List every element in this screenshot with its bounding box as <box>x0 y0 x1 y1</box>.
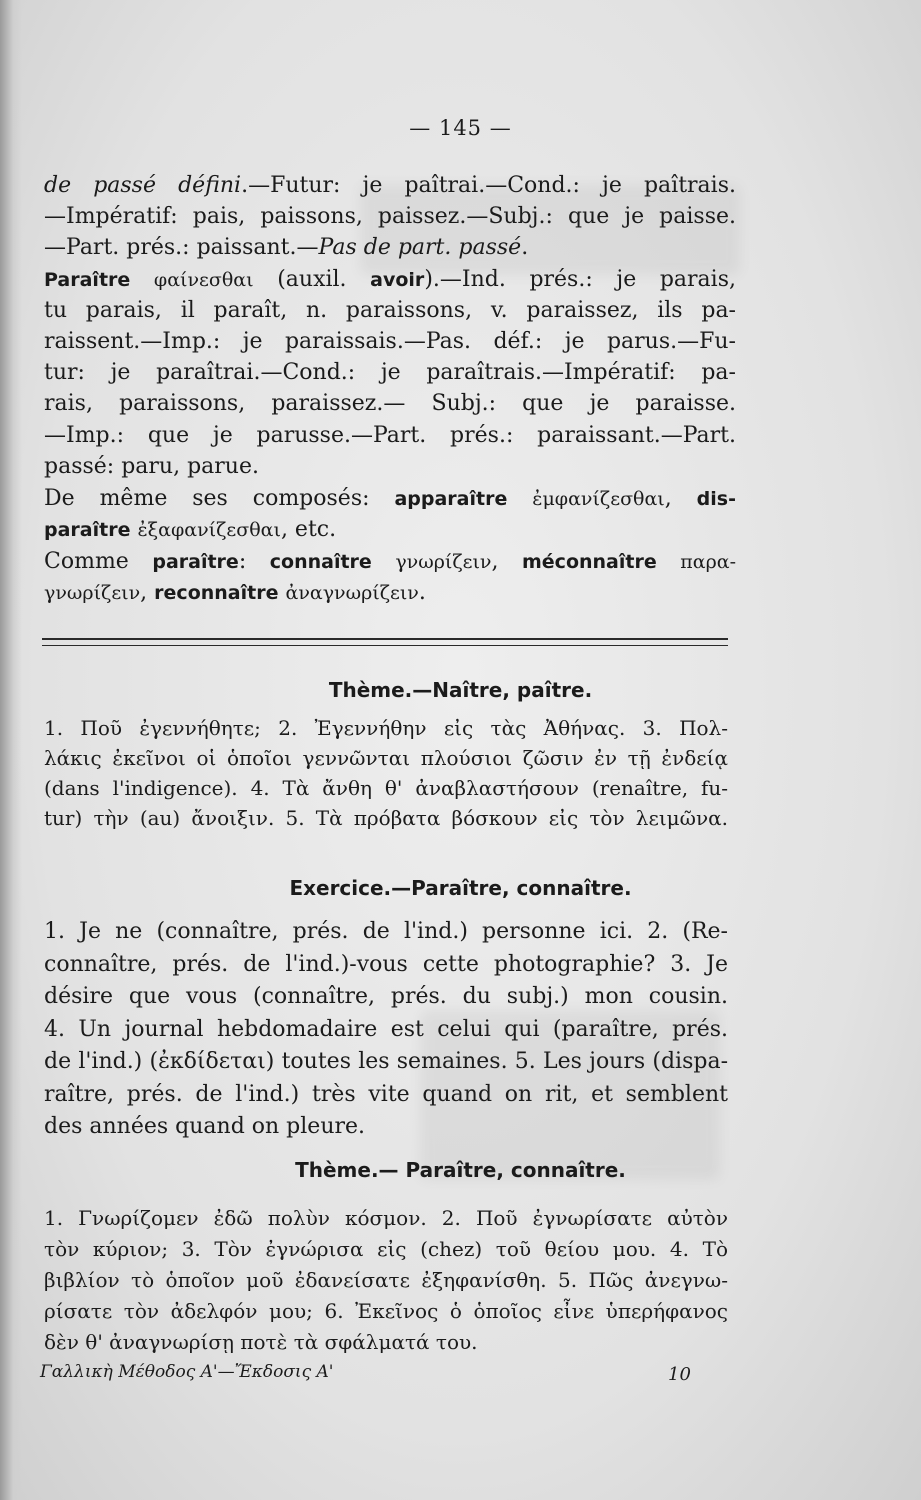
text-run: Comme <box>44 548 153 574</box>
greek-gloss: γνωρίζειν <box>395 550 492 573</box>
theme-heading-2: Thème.— Paraître, connaître. <box>295 1158 626 1182</box>
text-line: de l'ind.) (ἐκδίδεται) toutes les semaines. 5. Les jours (dispa- <box>44 1049 728 1074</box>
greek-gloss: παρα- <box>680 550 736 573</box>
greek-gloss: ἐμφανίζεσθαι <box>532 487 665 510</box>
theme-heading-1: Thème.—Naître, paître. <box>328 678 593 702</box>
page-number: — 145 — <box>409 116 512 140</box>
text-run: , <box>140 580 155 606</box>
text-run: (auxil. <box>253 266 371 292</box>
text-line: 4. Un journal hebdomadaire est celui qui (paraître, prés. <box>44 1016 728 1042</box>
text-line: λάκις ἐκεῖνοι οἱ ὁποῖοι γεννῶνται πλούσιοι ζῶσιν ἐν τῇ ἐνδείᾳ <box>44 746 728 770</box>
text-line: (dans l'indigence). 4. Τὰ ἄνθη θ' ἀναβλαστήσουν (renaître, fu- <box>44 776 728 800</box>
text-line: désire que vous (connaître, prés. du subj.) mon cousin. <box>44 984 728 1009</box>
text-line <box>44 579 736 607</box>
greek-gloss: φαίνεσθαι <box>153 268 254 291</box>
bold-term: paraître <box>44 518 131 541</box>
text-line: connaître, prés. de l'ind.)-vous cette photographie? 3. Je <box>44 951 728 977</box>
text-line <box>44 172 736 200</box>
text-run: ).—Ind. prés.: je parais, <box>424 266 736 292</box>
text-line: τὸν κύριον; 3. Τὸν ἐγνώρισα εἰς (chez) τοῦ θείου μου. 4. Τὸ <box>44 1237 728 1261</box>
greek-gloss: ἀναγνωρίζειν <box>285 582 419 605</box>
section-divider <box>42 638 728 646</box>
bold-term: Paraître <box>44 268 131 291</box>
text-run: passé: paru, parue. <box>44 453 259 479</box>
bold-term: connaître <box>269 550 372 573</box>
text-run: .—Futur: je paîtrai.—Cond.: je paîtrais. <box>241 173 736 198</box>
text-run: , <box>664 485 697 511</box>
text-line <box>44 203 736 231</box>
text-line: tur) τὴν (au) ἄνοιξιν. 5. Τὰ πρόβατα βόσκουν εἰς τὸν λειμῶνα. <box>44 806 728 830</box>
exercise-heading: Exercice.—Paraître, connaître. <box>289 876 632 900</box>
page-spine-shadow <box>0 0 22 1500</box>
text-line <box>44 390 736 418</box>
text-line: 1. Γνωρίζομεν ἐδῶ πολὺν κόσμον. 2. Ποῦ ἐγνωρίσατε αὐτὸν <box>44 1206 728 1230</box>
text-run: , etc. <box>280 516 337 542</box>
text-line: 1. Je ne (connaître, prés. de l'ind.) personne ici. 2. (Re- <box>44 919 728 944</box>
text-run: De même ses composés: <box>44 485 395 511</box>
text-run: . <box>521 235 529 261</box>
italic-text: Pas de part. passé <box>318 235 522 261</box>
text-run: —Part. prés.: paissant.— <box>44 235 319 261</box>
text-run: —Imp.: que je parusse.—Part. prés.: paraissant.—Part. <box>44 422 736 448</box>
theme-paragraph-2 <box>44 1204 744 1359</box>
text-line: des années quand on pleure. <box>44 1114 366 1139</box>
text-run <box>507 486 532 511</box>
text-run: rais, paraissons, paraissez.— Subj.: que je paraisse. <box>44 391 736 417</box>
conjugation-paragraph <box>44 172 744 610</box>
text-line <box>44 516 736 544</box>
text-line: raître, prés. de l'ind.) très vite quand on rit, et semblent <box>44 1081 728 1107</box>
footer-signature-number: 10 <box>668 1364 691 1385</box>
bold-term: apparaître <box>394 487 508 510</box>
text-run: raissent.—Imp.: je paraissais.—Pas. déf.: je parus.—Fu- <box>44 328 736 354</box>
bold-term: avoir <box>370 268 425 291</box>
text-line <box>44 266 736 294</box>
text-run <box>657 549 681 574</box>
greek-gloss: ἐξαφανίζεσθαι <box>137 518 281 541</box>
italic-text: de passé défini <box>44 173 242 198</box>
text-line <box>44 328 736 356</box>
text-run <box>372 549 396 574</box>
text-run: , <box>491 548 522 574</box>
text-line <box>44 453 736 481</box>
text-line <box>44 359 736 387</box>
text-line: βιβλίον τὸ ὁποῖον μοῦ ἐδανείσατε ἐξηφανίσθη. 5. Πῶς ἀνεγνω- <box>44 1268 728 1292</box>
text-line <box>44 234 736 262</box>
text-run: tur: je paraîtrai.—Cond.: je paraîtrais.—Impératif: pa- <box>44 360 736 386</box>
theme-paragraph-1 <box>44 714 744 834</box>
text-line <box>44 548 736 576</box>
text-line: 1. Ποῦ ἐγεννήθητε; 2. Ἐγεννήθην εἰς τὰς Ἀθήνας. 3. Πολ- <box>44 716 728 740</box>
text-run: tu parais, il paraît, n. paraissons, v. paraissez, ils pa- <box>44 297 736 323</box>
text-run: . <box>418 580 426 606</box>
bold-term: dis- <box>696 487 736 510</box>
exercise-paragraph <box>44 918 744 1146</box>
footer-title: Γαλλικὴ Μέθοδος Α'—Ἔκδοσις Α' <box>40 1362 334 1382</box>
bold-term: méconnaître <box>522 550 657 573</box>
text-run: —Impératif: pais, paissons, paissez.—Subj.: que je paisse. <box>44 204 736 230</box>
text-run <box>130 267 154 292</box>
bold-term: paraître <box>152 550 239 573</box>
text-line <box>44 422 736 450</box>
greek-gloss: γνωρίζειν <box>44 582 141 605</box>
text-line: δὲν θ' ἀναγνωρίσῃ ποτὲ τὰ σφάλματά του. <box>44 1330 478 1354</box>
text-line: ρίσατε τὸν ἀδελφόν μου; 6. Ἐκεῖνος ὁ ὁποῖος εἶνε ὑπερήφανος <box>44 1299 728 1323</box>
text-line <box>44 297 736 325</box>
bold-term: reconnaître <box>154 582 279 605</box>
text-run: : <box>238 548 270 574</box>
text-line <box>44 485 736 513</box>
